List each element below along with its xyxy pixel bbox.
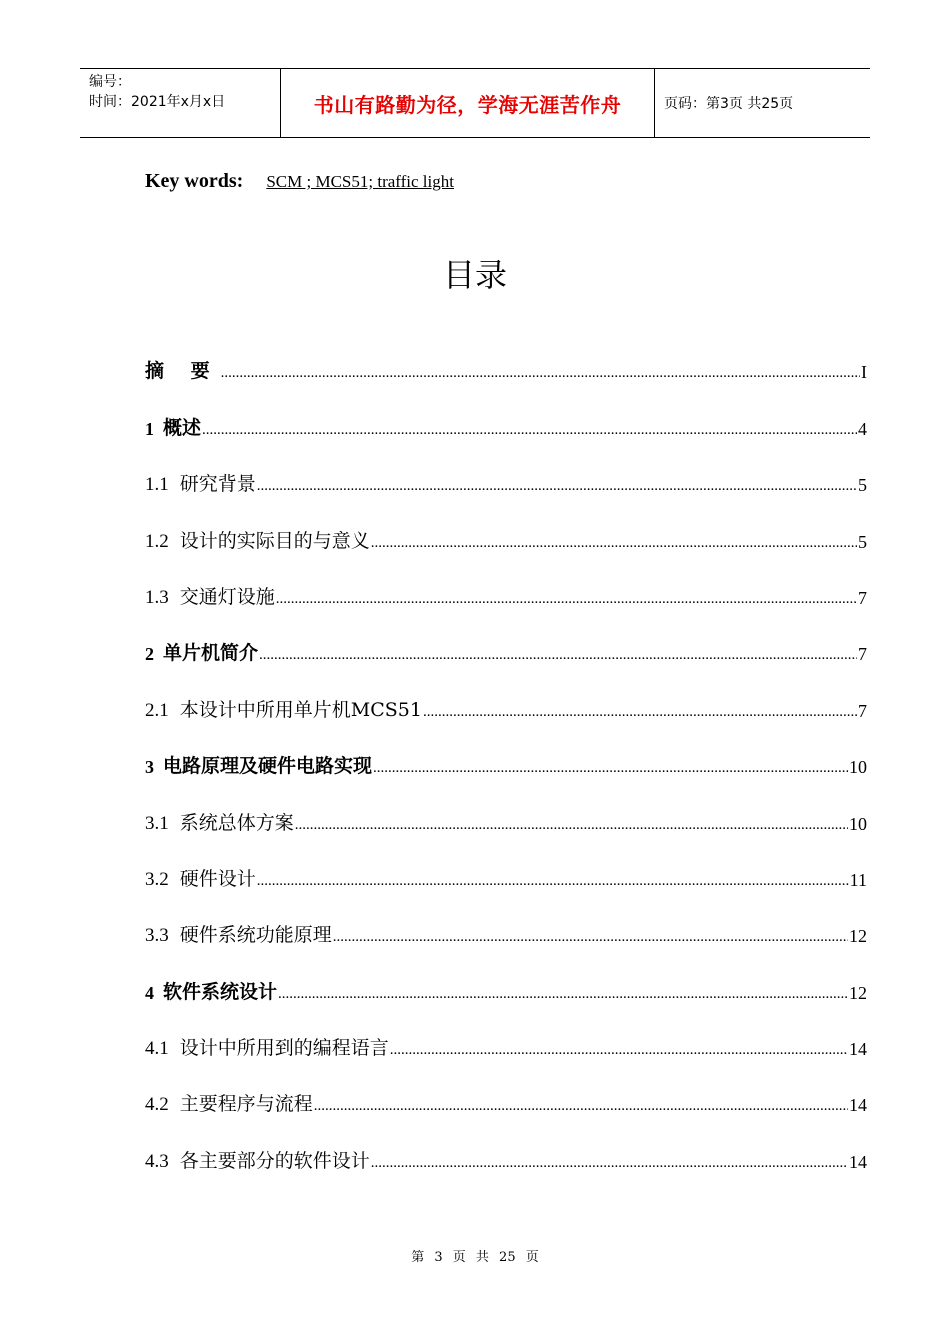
toc-entry-page: 7: [858, 700, 867, 721]
toc-entry-page: 12: [849, 926, 867, 947]
toc-entry-page: 14: [849, 1039, 867, 1060]
toc-entry-text: 交通灯设施: [179, 585, 275, 608]
toc-entry[interactable]: [145, 751, 867, 807]
toc-entry[interactable]: [145, 582, 867, 638]
toc-entry-page: 7: [858, 644, 867, 665]
toc-leader-dots: [333, 930, 848, 945]
toc-entry-number: 4.1: [145, 1038, 169, 1060]
keywords-value: SCM ; MCS51; traffic light: [266, 172, 454, 191]
toc-entry-page: 11: [849, 869, 867, 890]
toc-leader-dots: [221, 366, 860, 381]
toc-entry-number: 2.1: [145, 699, 169, 721]
toc-entry-number: 1.1: [145, 474, 169, 496]
toc-entry-number: 3.2: [145, 868, 169, 890]
toc-leader-dots: [314, 1099, 848, 1114]
toc-leader-dots: [257, 479, 857, 494]
toc-entry-page: 4: [858, 418, 867, 439]
page-header-table: [80, 68, 870, 138]
toc-entry-text: 研究背景: [179, 473, 256, 496]
toc-entry[interactable]: [145, 864, 867, 920]
page-footer: 第 3 页 共 25 页: [411, 1250, 539, 1265]
header-page-info-cell: [655, 69, 870, 137]
toc-leader-dots: [259, 648, 857, 663]
keywords-label: Key words:: [145, 170, 244, 192]
toc-entry-text: 设计的实际目的与意义: [179, 529, 370, 552]
toc-entry-text: 硬件系统功能原理: [179, 924, 332, 947]
toc-entry[interactable]: [145, 638, 867, 694]
toc-entry-page: 14: [849, 1095, 867, 1116]
toc-entry-text: 单片机简介: [163, 642, 259, 665]
toc-entry-page: I: [861, 362, 867, 383]
toc-entry-page: 12: [849, 982, 867, 1003]
header-time-label: 时间：2021年x月x日: [89, 94, 226, 110]
toc-leader-dots: [295, 818, 848, 833]
toc-leader-dots: [202, 423, 857, 438]
toc-entry-page: 5: [858, 531, 867, 552]
toc-entry-text: 软件系统设计: [163, 980, 278, 1003]
toc-leader-dots: [257, 874, 849, 889]
header-motto-cell: [281, 69, 655, 137]
toc-entry-text: 各主要部分的软件设计: [179, 1149, 370, 1172]
toc-entry-number: 1.3: [145, 586, 169, 608]
header-number-label: 编号：: [89, 74, 131, 90]
toc-entry[interactable]: [145, 1033, 867, 1089]
toc-entry-page: 10: [849, 813, 867, 834]
toc-entry-text: 设计中所用到的编程语言: [179, 1037, 389, 1060]
toc-entry-text: 摘 要: [145, 360, 220, 383]
toc-entry-page: 5: [858, 475, 867, 496]
toc-entry[interactable]: [145, 525, 867, 581]
header-meta-cell: [80, 69, 281, 137]
toc-entry-page: 14: [849, 1151, 867, 1172]
keywords-line: [145, 170, 454, 193]
toc-title: 目录: [442, 256, 507, 294]
toc-entry[interactable]: [145, 807, 867, 863]
toc-entry[interactable]: [145, 412, 867, 468]
toc-entry-number: 4.2: [145, 1094, 169, 1116]
toc-entry[interactable]: [145, 356, 867, 412]
toc-entry[interactable]: [145, 976, 867, 1032]
toc-entry-number: 4.3: [145, 1150, 169, 1172]
toc-entry[interactable]: [145, 920, 867, 976]
toc-entry-number: 2: [145, 644, 154, 665]
header-motto: 书山有路勤为径，学海无涯苦作舟: [313, 92, 622, 117]
toc-leader-dots: [276, 592, 857, 607]
toc-leader-dots: [371, 536, 857, 551]
toc-entry-number: 3.3: [145, 925, 169, 947]
toc-entry-number: 1: [145, 418, 154, 439]
toc-leader-dots: [373, 761, 848, 776]
toc-entry-text: 系统总体方案: [179, 811, 294, 834]
toc-entry-text: 本设计中所用单片机MCS51: [179, 698, 422, 721]
toc-entry-number: 1.2: [145, 530, 169, 552]
toc-entry-number: 3.1: [145, 812, 169, 834]
toc-entry-page: 7: [858, 587, 867, 608]
toc-entry-text: 硬件设计: [179, 867, 256, 890]
toc-entry-text: 概述: [163, 416, 202, 439]
toc-leader-dots: [371, 1156, 848, 1171]
toc-leader-dots: [423, 705, 857, 720]
toc-entry-number: 3: [145, 757, 154, 778]
toc-leader-dots: [390, 1043, 848, 1058]
toc-entry-page: 10: [849, 757, 867, 778]
toc-entry[interactable]: [145, 694, 867, 750]
toc-entry-number: 4: [145, 982, 154, 1003]
header-page-info: 页码：第3页 共25页: [664, 96, 794, 112]
toc-entry[interactable]: [145, 469, 867, 525]
toc-entry-text: 电路原理及硬件电路实现: [163, 755, 373, 778]
toc-entry[interactable]: [145, 1089, 867, 1145]
table-of-contents: [145, 356, 867, 1202]
toc-leader-dots: [278, 987, 848, 1002]
toc-entry-text: 主要程序与流程: [179, 1093, 313, 1116]
toc-entry[interactable]: [145, 1145, 867, 1201]
